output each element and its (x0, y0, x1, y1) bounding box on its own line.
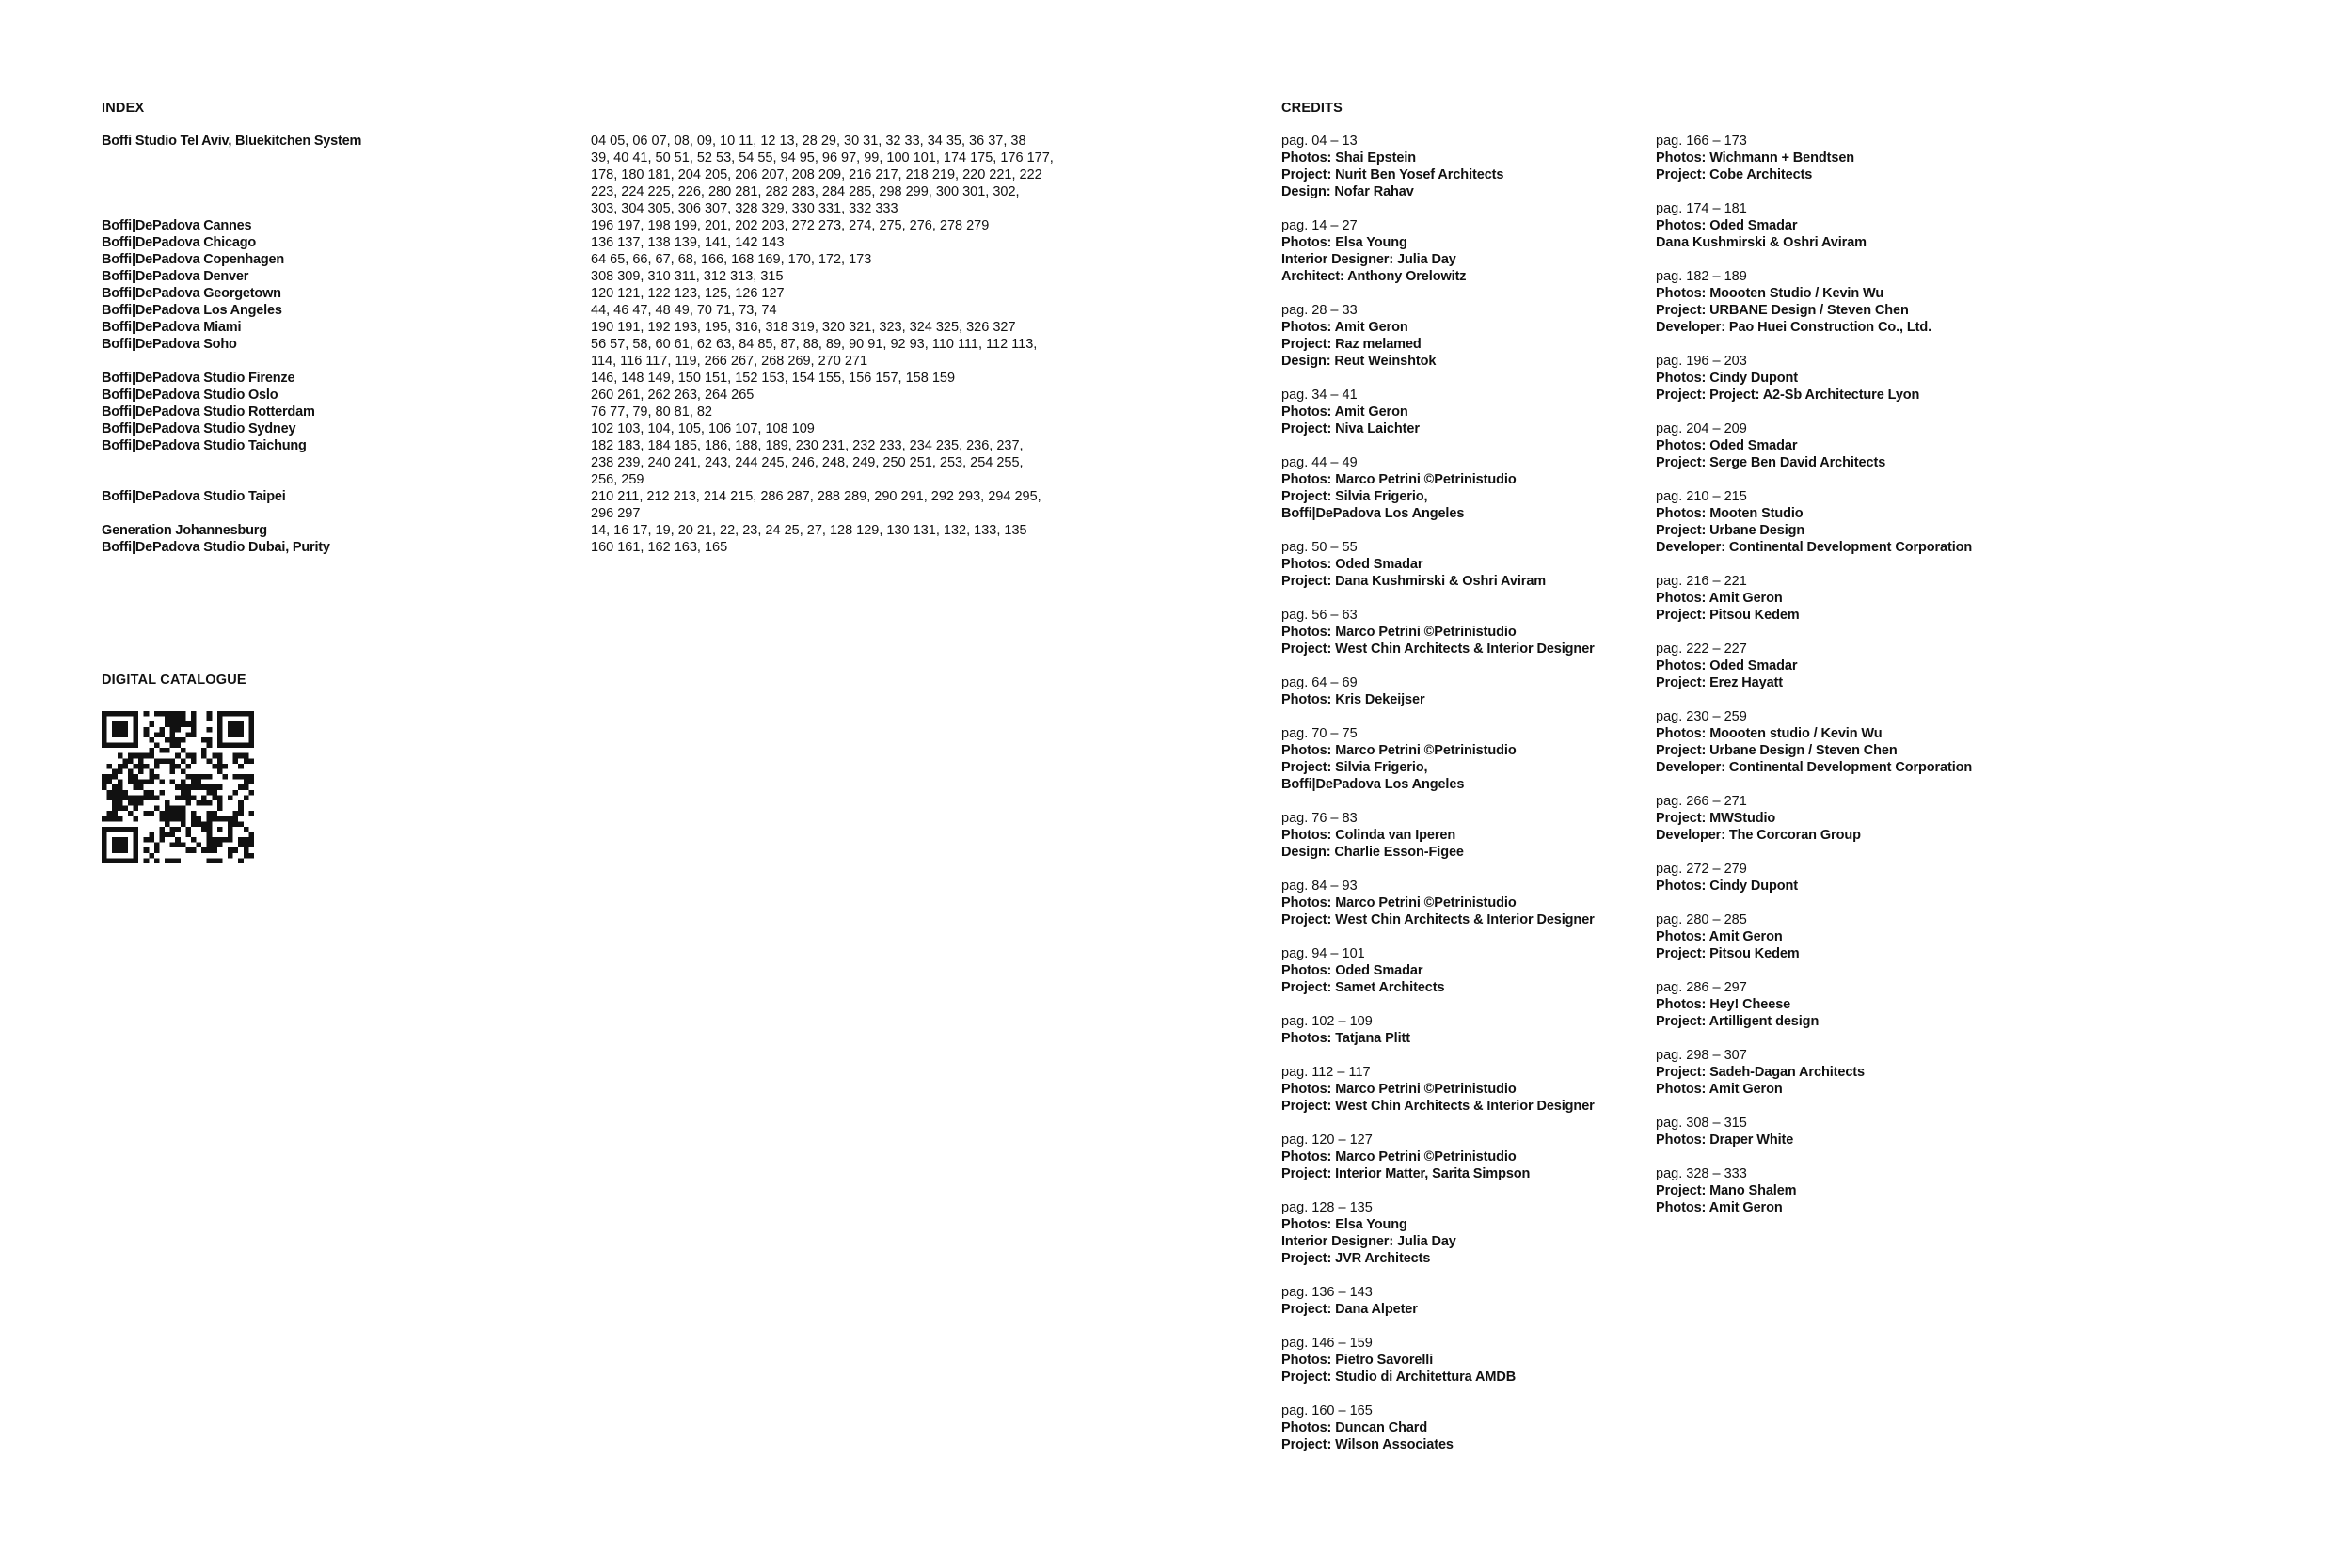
index-location-name: Boffi|DePadova Georgetown (102, 286, 281, 301)
credit-line: Project: Urbane Design (1656, 523, 1805, 538)
credit-line: Project: West Chin Architects & Interior Designer (1281, 1099, 1595, 1114)
credit-entry (1281, 1199, 1648, 1267)
index-page-numbers: 210 211, 212 213, 214 215, 286 287, 288 289, 290 291, 292 293, 294 295, 296 297 (591, 489, 1041, 521)
index-row (102, 370, 1080, 387)
credit-line: Project: Cobe Architects (1656, 167, 1813, 182)
credit-line: Project: Wilson Associates (1281, 1437, 1454, 1452)
credit-page-range: pag. 222 – 227 (1656, 641, 1747, 657)
credits-heading: CREDITS (1281, 101, 1343, 116)
index-row (102, 336, 1080, 370)
index-location-name: Boffi|DePadova Chicago (102, 235, 257, 250)
index-page-numbers: 182 183, 184 185, 186, 188, 189, 230 231, 232 233, 234 235, 236, 237, 238 239, 240 241, 243, 244 245, 246, 248, 249, 250 251, 253, 254 255, 256, 259 (591, 438, 1024, 487)
credit-entry (1281, 810, 1648, 861)
credit-entry (1281, 539, 1648, 590)
credit-line: Photos: Cindy Dupont (1656, 879, 1799, 894)
credit-entry (1656, 353, 2051, 404)
credit-line: Architect: Anthony Orelowitz (1281, 269, 1467, 284)
index-location-name: Boffi|DePadova Cannes (102, 218, 252, 233)
credit-line: Project: Artilligent design (1656, 1014, 1820, 1029)
credit-entry (1281, 387, 1648, 437)
credit-entry (1656, 488, 2051, 556)
credit-line: Project: Studio di Architettura AMDB (1281, 1370, 1517, 1385)
credit-line: Photos: Oded Smadar (1656, 218, 1798, 233)
index-page-numbers: 44, 46 47, 48 49, 70 71, 73, 74 (591, 303, 777, 318)
index-row (102, 387, 1080, 404)
credit-line: Photos: Mooten Studio (1656, 506, 1804, 521)
credit-page-range: pag. 44 – 49 (1281, 455, 1358, 470)
credit-page-range: pag. 70 – 75 (1281, 726, 1358, 741)
index-location-name: Boffi|DePadova Miami (102, 320, 242, 335)
credit-line: Photos: Moooten Studio / Kevin Wu (1656, 286, 1884, 301)
credit-page-range: pag. 136 – 143 (1281, 1285, 1373, 1300)
credit-page-range: pag. 14 – 27 (1281, 218, 1358, 233)
index-page-numbers: 308 309, 310 311, 312 313, 315 (591, 269, 784, 284)
index-location-name: Boffi|DePadova Studio Oslo (102, 388, 278, 403)
credit-line: Project: Silvia Frigerio, (1281, 489, 1428, 504)
credit-page-range: pag. 182 – 189 (1656, 269, 1747, 284)
credit-page-range: pag. 34 – 41 (1281, 388, 1358, 403)
credit-line: Project: Samet Architects (1281, 980, 1445, 995)
credit-page-range: pag. 204 – 209 (1656, 421, 1747, 436)
credit-entry (1281, 1402, 1648, 1453)
credit-entry (1656, 979, 2051, 1030)
index-row (102, 488, 1080, 522)
credit-line: Project: West Chin Architects & Interior Designer (1281, 641, 1595, 657)
qr-code[interactable] (102, 711, 254, 863)
credit-page-range: pag. 166 – 173 (1656, 134, 1747, 149)
index-heading: INDEX (102, 101, 145, 116)
index-row (102, 302, 1080, 319)
index-location-name: Boffi Studio Tel Aviv, Bluekitchen System (102, 134, 362, 149)
index-row (102, 437, 1080, 488)
credit-line: Photos: Marco Petrini ©Petrinistudio (1281, 1082, 1517, 1097)
index-row (102, 319, 1080, 336)
credit-page-range: pag. 328 – 333 (1656, 1166, 1747, 1181)
index-row (102, 285, 1080, 302)
credit-line: Project: Dana Alpeter (1281, 1302, 1418, 1317)
index-row (102, 133, 1080, 217)
credit-entry (1656, 200, 2051, 251)
credit-line: Project: Project: A2-Sb Architecture Lyon (1656, 388, 1920, 403)
credit-line: Photos: Draper White (1656, 1132, 1794, 1148)
credit-line: Developer: Continental Development Corporation (1656, 760, 1973, 775)
index-location-name: Boffi|DePadova Studio Rotterdam (102, 404, 315, 420)
credit-page-range: pag. 174 – 181 (1656, 201, 1747, 216)
credit-page-range: pag. 230 – 259 (1656, 709, 1747, 724)
credit-entry (1656, 641, 2051, 691)
credit-line: Photos: Duncan Chard (1281, 1420, 1428, 1435)
credit-entry (1281, 302, 1648, 370)
credit-entry (1281, 945, 1648, 996)
credit-page-range: pag. 94 – 101 (1281, 946, 1365, 961)
credit-line: Project: Urbane Design / Steven Chen (1656, 743, 1898, 758)
credit-entry (1656, 420, 2051, 471)
credit-entry (1656, 911, 2051, 962)
credit-entry (1281, 1284, 1648, 1318)
credit-entry (1656, 861, 2051, 895)
credit-line: Boffi|DePadova Los Angeles (1281, 506, 1465, 521)
index-page-numbers: 190 191, 192 193, 195, 316, 318 319, 320 321, 323, 324 325, 326 327 (591, 320, 1016, 335)
credit-entry (1656, 133, 2051, 183)
credit-page-range: pag. 196 – 203 (1656, 354, 1747, 369)
credit-entry (1281, 725, 1648, 793)
credit-line: Photos: Elsa Young (1281, 235, 1407, 250)
credit-line: Photos: Marco Petrini ©Petrinistudio (1281, 625, 1517, 640)
index-location-name: Boffi|DePadova Soho (102, 337, 237, 352)
credit-line: Project: Niva Laichter (1281, 421, 1420, 436)
credit-line: Project: JVR Architects (1281, 1251, 1431, 1266)
credit-line: Design: Reut Weinshtok (1281, 354, 1437, 369)
credit-page-range: pag. 50 – 55 (1281, 540, 1358, 555)
credit-entry (1281, 878, 1648, 928)
index-page-numbers: 120 121, 122 123, 125, 126 127 (591, 286, 785, 301)
credit-page-range: pag. 04 – 13 (1281, 134, 1358, 149)
credit-line: Photos: Amit Geron (1656, 1082, 1783, 1097)
index-page-numbers: 146, 148 149, 150 151, 152 153, 154 155, 156 157, 158 159 (591, 371, 956, 386)
credit-page-range: pag. 298 – 307 (1656, 1048, 1747, 1063)
index-page-numbers: 56 57, 58, 60 61, 62 63, 84 85, 87, 88, 89, 90 91, 92 93, 110 111, 112 113, 114, 116 117, 119, 266 267, 268 269, 270 271 (591, 337, 1038, 369)
credit-page-range: pag. 112 – 117 (1281, 1065, 1371, 1080)
index-row (102, 251, 1080, 268)
credit-entry (1281, 1132, 1648, 1182)
credit-line: Photos: Amit Geron (1656, 591, 1783, 606)
credit-line: Photos: Oded Smadar (1281, 557, 1423, 572)
index-location-name: Boffi|DePadova Los Angeles (102, 303, 282, 318)
index-row (102, 234, 1080, 251)
credit-page-range: pag. 266 – 271 (1656, 794, 1747, 809)
credit-line: Interior Designer: Julia Day (1281, 1234, 1456, 1249)
credit-line: Photos: Colinda van Iperen (1281, 828, 1456, 843)
credit-line: Project: Nurit Ben Yosef Architects (1281, 167, 1504, 182)
index-page-numbers: 136 137, 138 139, 141, 142 143 (591, 235, 785, 250)
credit-line: Photos: Amit Geron (1281, 404, 1408, 420)
index-location-name: Boffi|DePadova Studio Taichung (102, 438, 307, 453)
credit-line: Project: Serge Ben David Architects (1656, 455, 1886, 470)
index-row (102, 539, 1080, 556)
credit-line: Project: Pitsou Kedem (1656, 946, 1800, 961)
credit-line: Project: Sadeh-Dagan Architects (1656, 1065, 1865, 1080)
index-page-numbers: 260 261, 262 263, 264 265 (591, 388, 755, 403)
credit-page-range: pag. 272 – 279 (1656, 862, 1747, 877)
credit-line: Photos: Oded Smadar (1656, 658, 1798, 673)
credit-line: Photos: Amit Geron (1281, 320, 1408, 335)
credit-page-range: pag. 280 – 285 (1656, 912, 1747, 927)
credit-page-range: pag. 76 – 83 (1281, 811, 1358, 826)
credit-entry (1656, 708, 2051, 776)
credit-line: Photos: Marco Petrini ©Petrinistudio (1281, 1149, 1517, 1164)
index-page-numbers: 04 05, 06 07, 08, 09, 10 11, 12 13, 28 29, 30 31, 32 33, 34 35, 36 37, 38 39, 40 41, 50 51, 52 53, 54 55, 94 95, 96 97, 99, 100 101, 174 175, 176 177, 178, 180 181, 204 205, 206 207, 208 209, 216 217, 218 219, 220 221, 222 223, 224 225, 226, 280 281, 282 283, 284 285, 298 299, 300 301, 302, 303, 304 305, 306 307, 328 329, 330 331, 332 333 (591, 134, 1054, 216)
credit-entry (1281, 1013, 1648, 1047)
credit-line: Project: URBANE Design / Steven Chen (1656, 303, 1909, 318)
index-row (102, 420, 1080, 437)
credit-line: Photos: Pietro Savorelli (1281, 1353, 1434, 1368)
credit-entry (1281, 454, 1648, 522)
credit-line: Photos: Marco Petrini ©Petrinistudio (1281, 743, 1517, 758)
index-row (102, 404, 1080, 420)
index-location-name: Boffi|DePadova Studio Sydney (102, 421, 296, 436)
index-page-numbers: 64 65, 66, 67, 68, 166, 168 169, 170, 172, 173 (591, 252, 872, 267)
credit-entry (1281, 1335, 1648, 1386)
credit-line: Project: Raz melamed (1281, 337, 1422, 352)
credit-line: Developer: The Corcoran Group (1656, 828, 1861, 843)
credit-line: Design: Nofar Rahav (1281, 184, 1414, 199)
credit-line: Interior Designer: Julia Day (1281, 252, 1456, 267)
credit-line: Photos: Oded Smadar (1281, 963, 1423, 978)
credit-entry (1281, 674, 1648, 708)
index-location-name: Boffi|DePadova Studio Taipei (102, 489, 286, 504)
credit-line: Photos: Hey! Cheese (1656, 997, 1791, 1012)
index-row (102, 522, 1080, 539)
index-page-numbers: 196 197, 198 199, 201, 202 203, 272 273, 274, 275, 276, 278 279 (591, 218, 990, 233)
credit-page-range: pag. 308 – 315 (1656, 1116, 1747, 1131)
credit-line: Project: Interior Matter, Sarita Simpson (1281, 1166, 1531, 1181)
credit-line: Photos: Tatjana Plitt (1281, 1031, 1410, 1046)
credit-line: Photos: Kris Dekeijser (1281, 692, 1425, 707)
credit-entry (1656, 268, 2051, 336)
credit-line: Dana Kushmirski & Oshri Aviram (1656, 235, 1867, 250)
credit-line: Developer: Pao Huei Construction Co., Ltd. (1656, 320, 1932, 335)
credit-line: Photos: Marco Petrini ©Petrinistudio (1281, 895, 1517, 911)
credit-line: Design: Charlie Esson-Figee (1281, 845, 1464, 860)
credit-page-range: pag. 56 – 63 (1281, 608, 1358, 623)
credit-page-range: pag. 64 – 69 (1281, 675, 1358, 690)
index-location-name: Boffi|DePadova Denver (102, 269, 249, 284)
credit-entry (1281, 607, 1648, 657)
credit-line: Developer: Continental Development Corporation (1656, 540, 1973, 555)
credit-entry (1281, 133, 1648, 200)
credit-line: Project: Pitsou Kedem (1656, 608, 1800, 623)
credit-line: Photos: Oded Smadar (1656, 438, 1798, 453)
credit-page-range: pag. 210 – 215 (1656, 489, 1747, 504)
credit-line: Photos: Wichmann + Bendtsen (1656, 150, 1855, 166)
credit-page-range: pag. 84 – 93 (1281, 879, 1358, 894)
credit-line: Project: Dana Kushmirski & Oshri Aviram (1281, 574, 1547, 589)
credit-line: Project: Silvia Frigerio, (1281, 760, 1428, 775)
credit-entry (1281, 217, 1648, 285)
credit-entry (1656, 573, 2051, 624)
credit-entry (1656, 1047, 2051, 1098)
credit-page-range: pag. 120 – 127 (1281, 1132, 1373, 1148)
credit-line: Photos: Marco Petrini ©Petrinistudio (1281, 472, 1517, 487)
credit-entry (1656, 793, 2051, 844)
index-row (102, 217, 1080, 234)
credit-line: Project: West Chin Architects & Interior Designer (1281, 912, 1595, 927)
credit-page-range: pag. 216 – 221 (1656, 574, 1747, 589)
credit-page-range: pag. 160 – 165 (1281, 1403, 1373, 1418)
credits-column-right (1656, 133, 2051, 1233)
credit-line: Photos: Elsa Young (1281, 1217, 1407, 1232)
credit-line: Photos: Amit Geron (1656, 1200, 1783, 1215)
credit-page-range: pag. 102 – 109 (1281, 1014, 1373, 1029)
index-row (102, 268, 1080, 285)
index-page-numbers: 76 77, 79, 80 81, 82 (591, 404, 712, 420)
digital-catalogue-heading: DIGITAL CATALOGUE (102, 673, 246, 688)
credit-page-range: pag. 286 – 297 (1656, 980, 1747, 995)
credit-entry (1281, 1064, 1648, 1115)
credit-line: Photos: Cindy Dupont (1656, 371, 1799, 386)
index-page-numbers: 14, 16 17, 19, 20 21, 22, 23, 24 25, 27, 128 129, 130 131, 132, 133, 135 (591, 523, 1027, 538)
index-location-name: Generation Johannesburg (102, 523, 267, 538)
credit-line: Project: MWStudio (1656, 811, 1776, 826)
credit-line: Photos: Moooten studio / Kevin Wu (1656, 726, 1883, 741)
credit-line: Project: Mano Shalem (1656, 1183, 1797, 1198)
credit-page-range: pag. 146 – 159 (1281, 1336, 1373, 1351)
credit-entry (1656, 1115, 2051, 1148)
index-page-numbers: 102 103, 104, 105, 106 107, 108 109 (591, 421, 815, 436)
index-table (102, 133, 1080, 556)
credit-line: Boffi|DePadova Los Angeles (1281, 777, 1465, 792)
credit-entry (1656, 1165, 2051, 1216)
credit-line: Project: Erez Hayatt (1656, 675, 1783, 690)
index-location-name: Boffi|DePadova Studio Firenze (102, 371, 295, 386)
credit-line: Photos: Shai Epstein (1281, 150, 1417, 166)
index-location-name: Boffi|DePadova Copenhagen (102, 252, 285, 267)
index-location-name: Boffi|DePadova Studio Dubai, Purity (102, 540, 330, 555)
credit-page-range: pag. 128 – 135 (1281, 1200, 1373, 1215)
index-page-numbers: 160 161, 162 163, 165 (591, 540, 728, 555)
credit-page-range: pag. 28 – 33 (1281, 303, 1358, 318)
credit-line: Photos: Amit Geron (1656, 929, 1783, 944)
credits-column-left (1281, 133, 1648, 1470)
